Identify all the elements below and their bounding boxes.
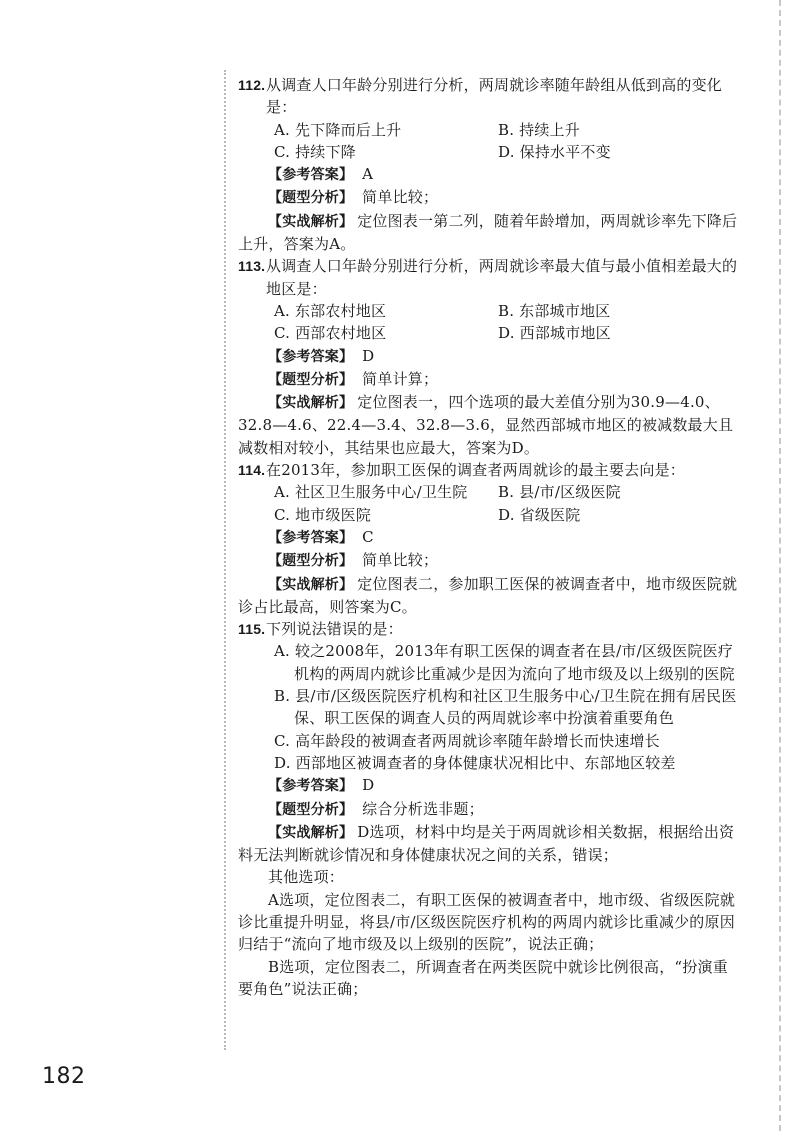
options	[238, 640, 738, 774]
answer-label: 【参考答案】	[268, 348, 354, 365]
option-d: D. 西部地区被调查者的身体健康状况相比中、东部地区较差	[274, 753, 676, 772]
answer-label: 【参考答案】	[268, 778, 354, 795]
binding-decoration	[224, 70, 236, 1050]
page-number: 182	[42, 1064, 86, 1089]
type-label: 【题型分析】	[268, 371, 354, 388]
option-b: B. 东部城市地区	[498, 301, 611, 320]
type-label: 【题型分析】	[268, 553, 354, 570]
question-text: 下列说法错误的是：	[266, 620, 403, 639]
question-text: 从调查人口年龄分别进行分析，两周就诊率最大值与最小值相差最大的地区是：	[266, 257, 738, 298]
analysis-label: 【实战解析】	[268, 213, 354, 230]
options	[238, 119, 738, 164]
analysis-label: 【实战解析】	[268, 395, 354, 412]
other-option-b: B选项，定位图表二，所调查者在两类医院中就诊比例很高，“扮演重要角色”说法正确；	[238, 957, 728, 998]
answer-label: 【参考答案】	[268, 529, 354, 546]
options	[238, 300, 738, 345]
other-option-a: A选项，定位图表二，有职工医保的被调查者中，地市级、省级医院就诊比重提升明显，将县/市/区级医院医疗机构的两周内就诊比重减少的原因归结于“流向了地市级及以上级别的医院”，说法正确；	[238, 890, 736, 954]
option-c: C. 高年龄段的被调查者两周就诊率随年龄增长而快速增长	[274, 731, 660, 750]
answer-value: C	[362, 527, 374, 546]
answer-line	[238, 163, 738, 186]
option-d: D. 西部城市地区	[498, 324, 611, 343]
option-c: C. 地市级医院	[274, 505, 372, 524]
option-a: A. 东部农村地区	[274, 301, 387, 320]
question-114	[238, 459, 738, 618]
answer-line	[238, 526, 738, 549]
option-a: A. 先下降而后上升	[274, 120, 402, 139]
question-number: 114.	[238, 462, 266, 479]
type-value: 简单比较；	[362, 188, 439, 207]
question-text: 在2013年，参加职工医保的调查者两周就诊的最主要去向是：	[266, 461, 685, 480]
analysis-text: D选项，材料中均是关于两周就诊相关数据，根据给出资料无法判断就诊情况和身体健康状况之间的关系，错误；	[238, 822, 735, 865]
analysis-text: 定位图表二，参加职工医保的被调查者中，地市级医院就诊占比最高，则答案为C。	[238, 574, 738, 616]
question-number: 112.	[238, 77, 266, 93]
option-d: D. 省级医院	[498, 505, 581, 524]
type-value: 综合分析选非题；	[362, 799, 484, 818]
analysis-line	[238, 821, 738, 867]
type-value: 简单比较；	[362, 551, 439, 570]
cut-line	[779, 0, 781, 1131]
analysis-text: 定位图表一第二列，随着年龄增加，两周就诊率先下降后上升，答案为A。	[238, 211, 738, 254]
type-line	[238, 186, 738, 209]
answer-line	[238, 345, 738, 368]
options	[238, 481, 738, 526]
question-number: 115.	[238, 621, 266, 638]
analysis-text: 定位图表一，四个选项的最大差值分别为30.9—4.0、32.8—4.6、22.4—3.4、32.8—3.6，显然西部城市地区的被减数最大且减数相对较小，其结果也应最大，答案为D。	[238, 393, 734, 457]
answer-value: D	[362, 776, 375, 795]
option-b: B. 县/市/区级医院	[498, 483, 621, 502]
type-line	[238, 798, 738, 821]
option-c: C. 西部农村地区	[274, 324, 387, 343]
option-b: B. 持续上升	[498, 120, 580, 139]
option-b: B. 县/市/区级医院医疗机构和社区卫生服务中心/卫生院在拥有居民医保、职工医保的调查人员的两周就诊率中扮演着重要角色	[274, 687, 737, 728]
question-number: 113.	[238, 258, 266, 275]
analysis-label: 【实战解析】	[268, 824, 354, 841]
option-a: A. 社区卫生服务中心/卫生院	[274, 483, 468, 502]
question-113	[238, 255, 738, 459]
question-text: 从调查人口年龄分别进行分析，两周就诊率随年龄组从低到高的变化是：	[266, 76, 723, 117]
answer-value: D	[362, 346, 375, 365]
option-a: A. 较之2008年，2013年有职工医保的调查者在县/市/区级医院医疗机构的两周内就诊比重减少是因为流向了地市级及以上级别的医院	[274, 642, 735, 683]
option-d: D. 保持水平不变	[498, 142, 611, 161]
analysis-label: 【实战解析】	[268, 576, 354, 593]
other-options-heading: 其他选项：	[268, 868, 345, 887]
type-line	[238, 368, 738, 391]
type-label: 【题型分析】	[268, 190, 354, 207]
type-line	[238, 549, 738, 572]
type-label: 【题型分析】	[268, 801, 354, 818]
analysis-line	[238, 391, 738, 459]
question-115	[238, 618, 738, 1000]
option-c: C. 持续下降	[274, 142, 356, 161]
answer-label: 【参考答案】	[268, 167, 354, 184]
page-content	[238, 74, 738, 1000]
answer-value: A	[362, 165, 374, 184]
question-112	[238, 74, 738, 255]
analysis-line	[238, 573, 738, 619]
type-value: 简单计算；	[362, 369, 439, 388]
analysis-line	[238, 210, 738, 256]
answer-line	[238, 774, 738, 797]
